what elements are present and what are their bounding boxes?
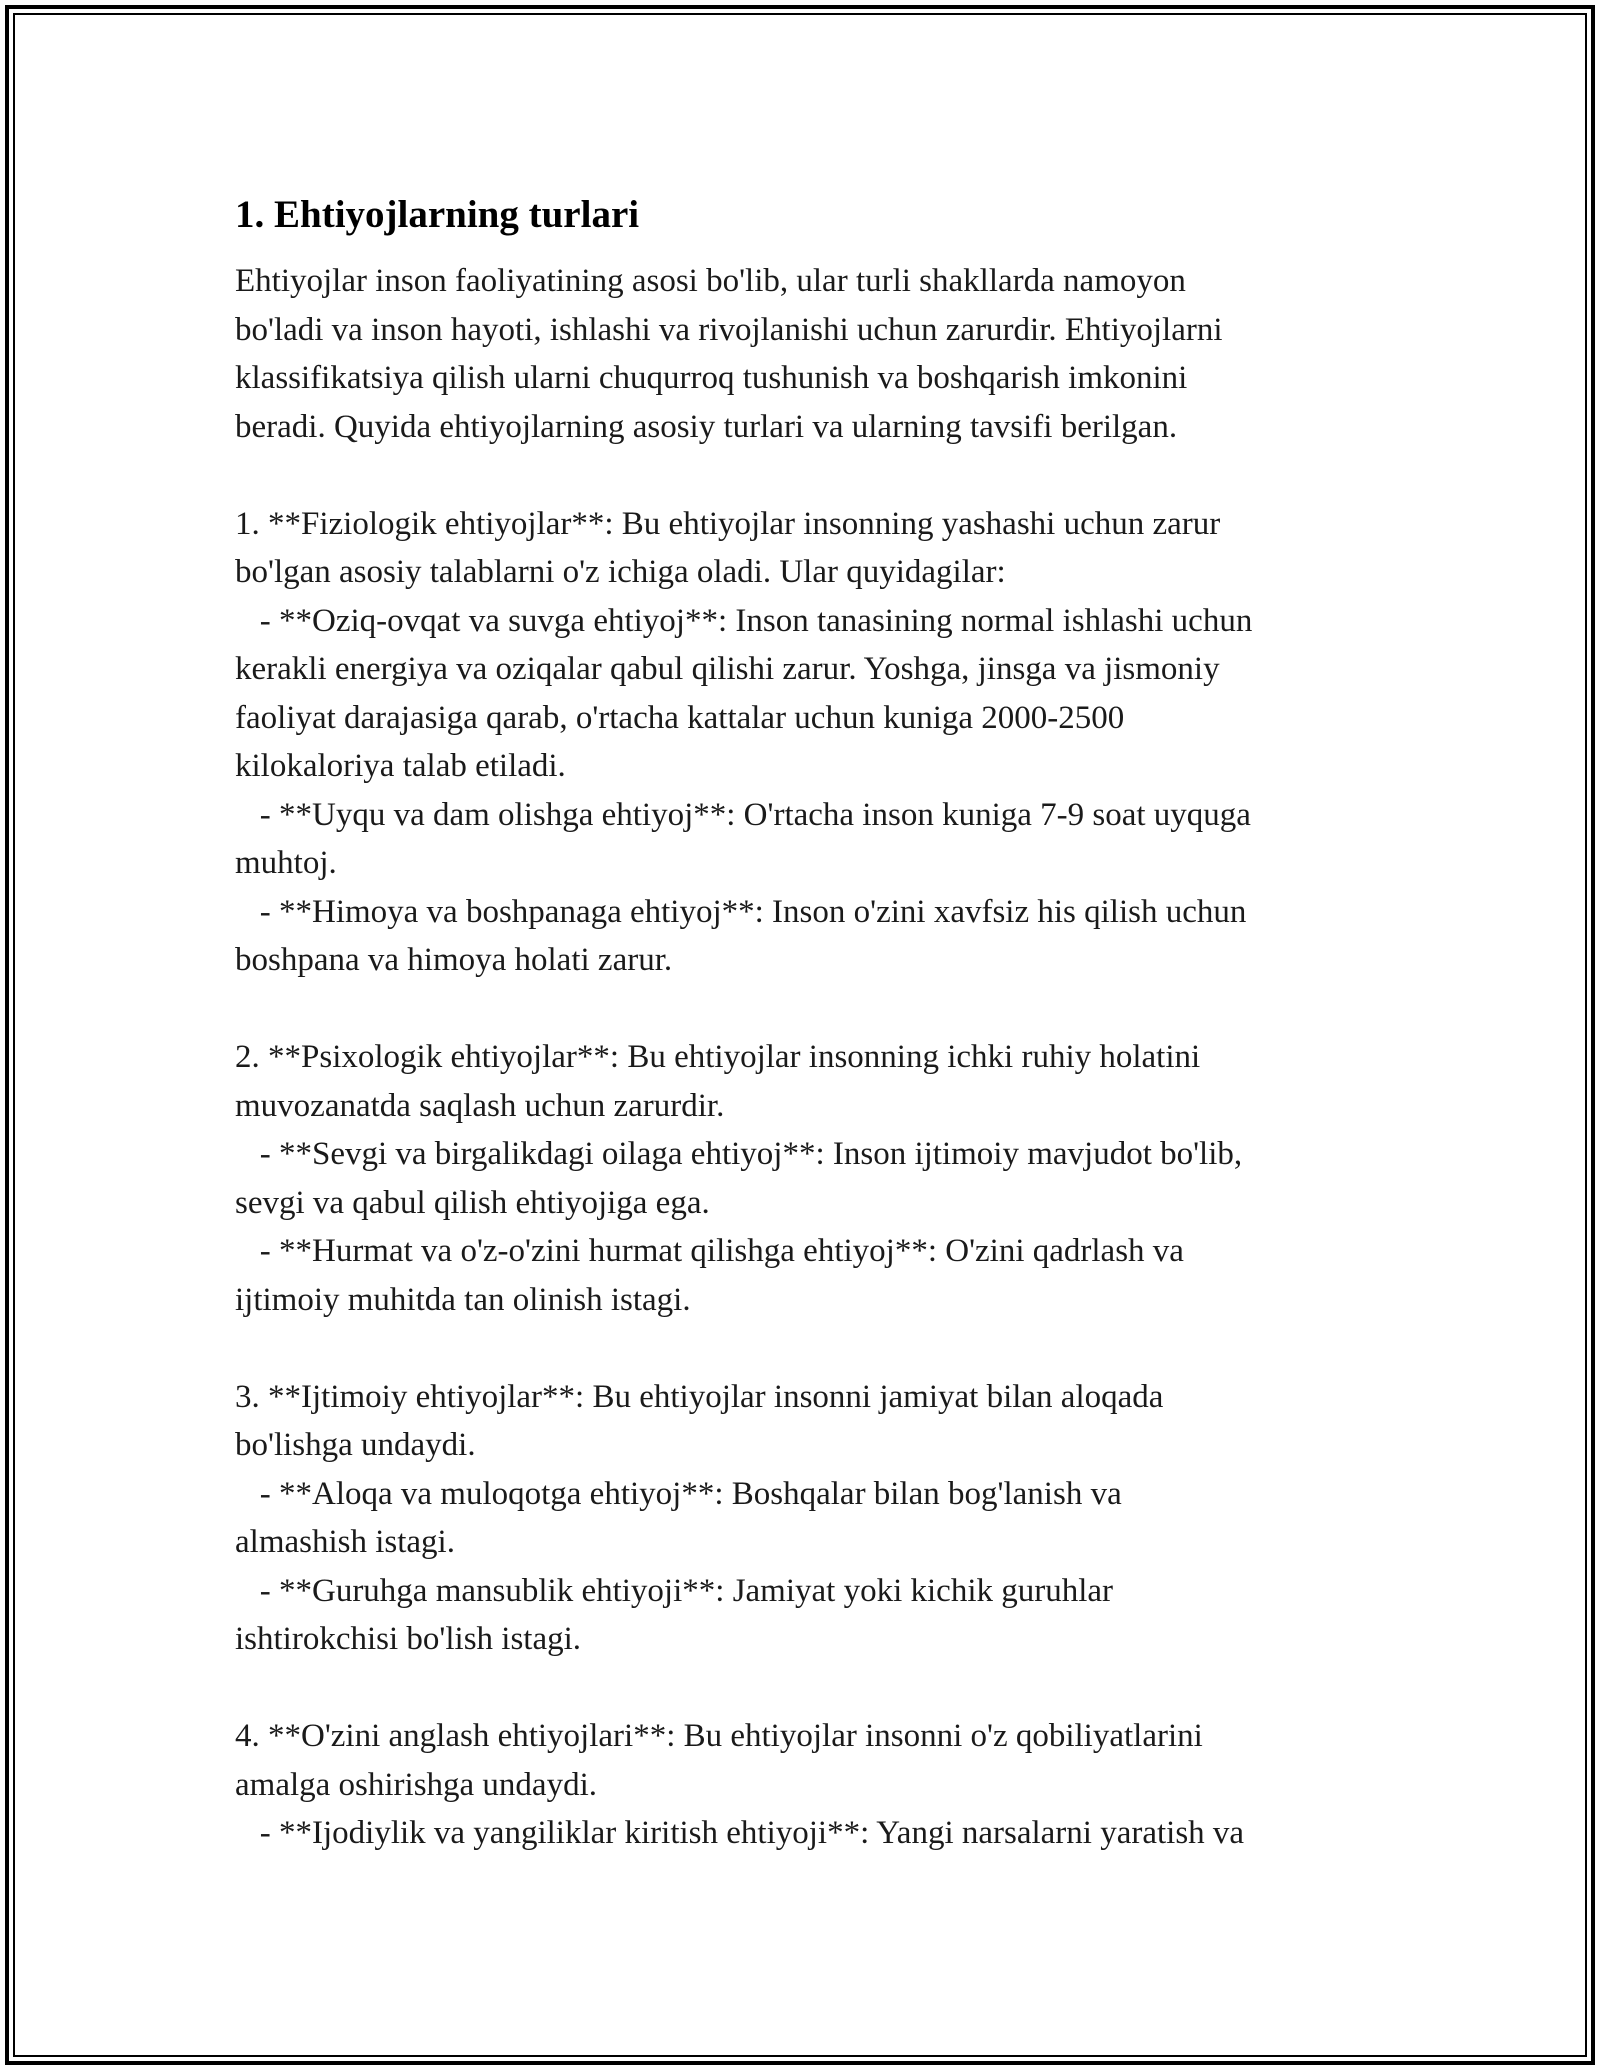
section-heading: 1. Ehtiyojlarning turlari [235, 193, 640, 236]
document-content [235, 183, 1385, 1858]
section-body-text: Ehtiyojlar inson faoliyatining asosi bo'lib, ular turli shakllarda namoyon bo'ladi va inson hayoti, ishlashi va rivojlanishi uchun zarurdir. Ehtiyojlarni klassifikatsiya qilish ularni chuqurroq tushunish va boshqarish imkonini beradi. Quyida ehtiyojlarning asosiy turlari va ularning tavsifi berilgan. 1. **Fiziologik ehtiyojlar**: Bu ehtiyojlar insonning yashashi uchun zarur bo'lgan asosiy talablarni o'z ichiga oladi. Ular quyidagilar: - **Oziq-ovqat va suvga ehtiyoj**: Inson tanasining normal ishlashi uchun kerakli energiya va oziqalar qabul qilishi zarur. Yoshga, jinsga va jismoniy faoliyat darajasiga qarab, o'rtacha kattalar uchun kuniga 2000-2500 kilokaloriya talab etiladi. - **Uyqu va dam olishga ehtiyoj**: O'rtacha inson kuniga 7-9 soat uyquga muhtoj. - **Himoya va boshpanaga ehtiyoj**: Inson o'zini xavfsiz his qilish uchun boshpana va himoya holati zarur. 2. **Psixologik ehtiyojlar**: Bu ehtiyojlar insonning ichki ruhiy holatini muvozanatda saqlash uchun zarurdir. - **Sevgi va birgalikdagi oilaga ehtiyoj**: Inson ijtimoiy mavjudot bo'lib, sevgi va qabul qilish ehtiyojiga ega. - **Hurmat va o'z-o'zini hurmat qilishga ehtiyoj**: O'zini qadrlash va ijtimoiy muhitda tan olinish istagi. 3. **Ijtimoiy ehtiyojlar**: Bu ehtiyojlar insonni jamiyat bilan aloqada bo'lishga undaydi. - **Aloqa va muloqotga ehtiyoj**: Boshqalar bilan bog'lanish va almashish istagi. - **Guruhga mansublik ehtiyoji**: Jamiyat yoki kichik guruhlar ishtirokchisi bo'lish istagi. 4. **O'zini anglash ehtiyojlari**: Bu ehtiyojlar insonni o'z qobiliyatlarini amalga oshirishga undaydi. - **Ijodiylik va yangiliklar kiritish ehtiyoji**: Yangi narsalarni yaratish va [235, 263, 1253, 1851]
